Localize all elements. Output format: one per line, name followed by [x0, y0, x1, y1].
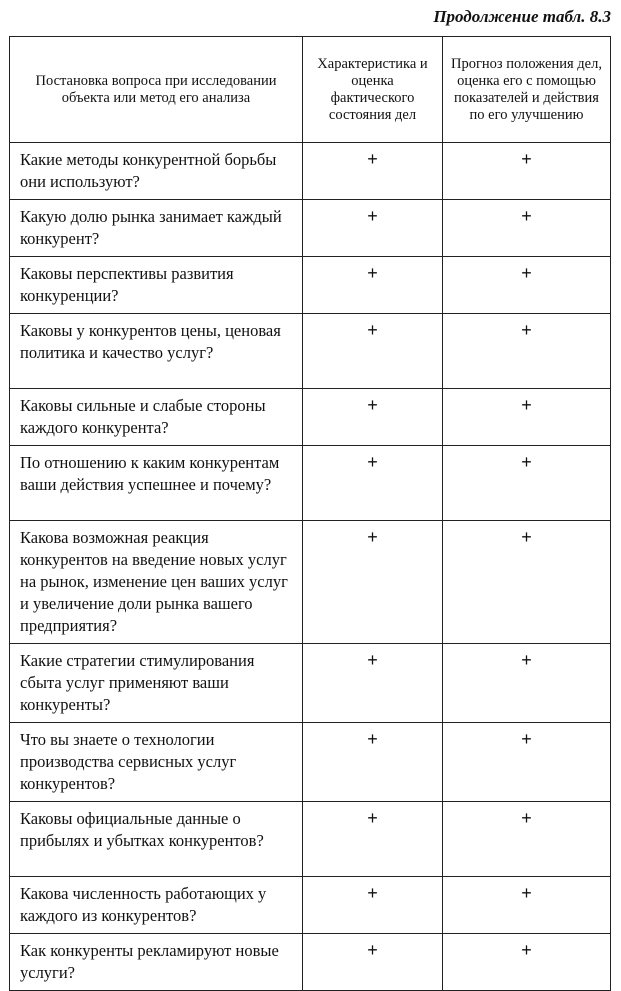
table-header-row: [10, 37, 611, 143]
table-row: [10, 521, 611, 644]
forecast-mark: +: [443, 314, 611, 389]
forecast-mark: +: [443, 802, 611, 877]
forecast-mark: +: [443, 644, 611, 723]
current-state-mark: +: [303, 389, 443, 446]
table-row: [10, 389, 611, 446]
question-cell: Каковы сильные и слабые стороны каждого конкурента?: [10, 389, 303, 446]
table-row: [10, 934, 611, 991]
current-state-mark: +: [303, 143, 443, 200]
forecast-mark: +: [443, 877, 611, 934]
current-state-mark: +: [303, 644, 443, 723]
question-cell: Какие стратегии стимулирования сбыта услуг применяют ваши конкуренты?: [10, 644, 303, 723]
current-state-mark: +: [303, 521, 443, 644]
question-cell: Каковы перспективы развития конкуренции?: [10, 257, 303, 314]
table-row: [10, 723, 611, 802]
table-row: [10, 446, 611, 521]
question-cell: Каковы официальные данные о прибылях и убытках конкурентов?: [10, 802, 303, 877]
question-cell: Какова возможная реакция конкурентов на введение новых услуг на рынок, изменение цен ваших услуг и увеличение доли рынка вашего предприятия?: [10, 521, 303, 644]
forecast-mark: +: [443, 257, 611, 314]
header-forecast: Прогноз положения дел, оценка его с помощью показателей и действия по его улучшению: [443, 37, 611, 143]
forecast-mark: +: [443, 521, 611, 644]
forecast-mark: +: [443, 389, 611, 446]
current-state-mark: +: [303, 802, 443, 877]
header-current-state: Характеристика и оценка фактического состояния дел: [303, 37, 443, 143]
question-cell: Что вы знаете о технологии производства сервисных услуг конкурентов?: [10, 723, 303, 802]
current-state-mark: +: [303, 446, 443, 521]
question-cell: Каковы у конкурентов цены, ценовая политика и качество услуг?: [10, 314, 303, 389]
forecast-mark: +: [443, 200, 611, 257]
current-state-mark: +: [303, 314, 443, 389]
forecast-mark: +: [443, 723, 611, 802]
current-state-mark: +: [303, 934, 443, 991]
table-row: [10, 802, 611, 877]
forecast-mark: +: [443, 143, 611, 200]
question-cell: Какую долю рынка занимает каждый конкурент?: [10, 200, 303, 257]
table-row: [10, 644, 611, 723]
question-cell: По отношению к каким конкурентам ваши действия успешнее и почему?: [10, 446, 303, 521]
table-row: [10, 877, 611, 934]
table-row: [10, 257, 611, 314]
table-row: [10, 200, 611, 257]
forecast-mark: +: [443, 934, 611, 991]
question-cell: Как конкуренты рекламируют новые услуги?: [10, 934, 303, 991]
table-caption: Продолжение табл. 8.3: [433, 7, 611, 26]
current-state-mark: +: [303, 200, 443, 257]
table-row: [10, 143, 611, 200]
table-row: [10, 314, 611, 389]
current-state-mark: +: [303, 877, 443, 934]
forecast-mark: +: [443, 446, 611, 521]
question-cell: Какова численность работающих у каждого из конкурентов?: [10, 877, 303, 934]
header-question: Постановка вопроса при исследовании объекта или метод его анализа: [10, 37, 303, 143]
current-state-mark: +: [303, 257, 443, 314]
current-state-mark: +: [303, 723, 443, 802]
question-cell: Какие методы конкурентной борьбы они используют?: [10, 143, 303, 200]
analysis-table: [9, 36, 611, 991]
